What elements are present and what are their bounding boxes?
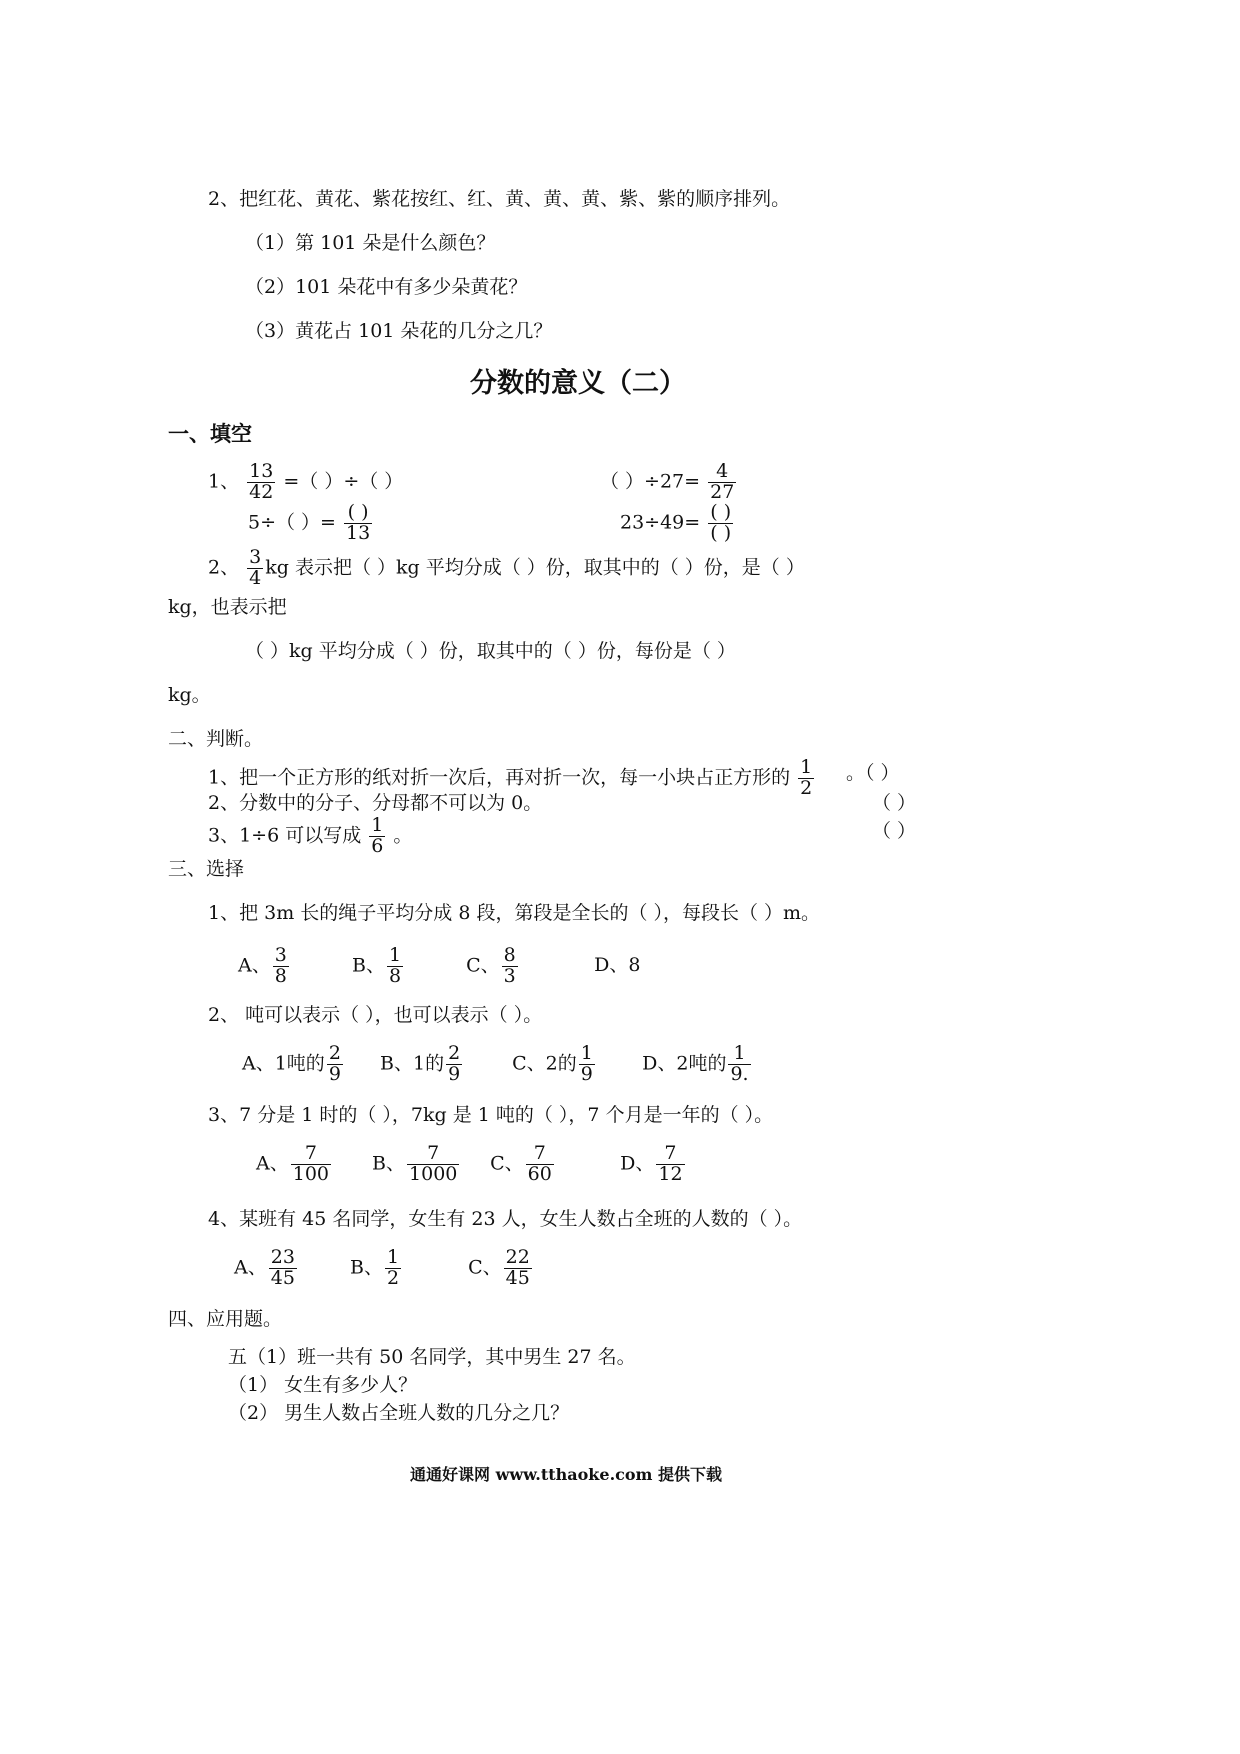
- choice-q2-option-c: C、2的 $\frac{1}{9}$: [512, 1042, 593, 1085]
- fill-q1-row2-left: [248, 503, 374, 544]
- prev-sub-question-2: （2）101 朵花中有多少朵黄花？: [245, 276, 528, 298]
- fraction-1-6: $\frac{1}{6}$: [371, 814, 384, 857]
- fraction-blank-blank: $\frac{( )}{( )}$: [710, 501, 732, 544]
- choice-q4-text: 4、某班有 45 名同学，女生有 23 人，女生人数占全班的人数的（ ）。: [208, 1208, 803, 1230]
- fraction-3-4: $\frac{3}{4}$: [249, 546, 262, 589]
- section-2-heading: 二、判断。: [168, 728, 264, 750]
- choice-q2-option-b: B、1的 $\frac{2}{9}$: [380, 1042, 461, 1085]
- choice-q3-option-b: B、 $\frac{7}{1000}$: [372, 1142, 458, 1185]
- fill-q1-expr-a: =（ ）÷（ ）: [283, 470, 404, 493]
- section-3-heading: 三、选择: [168, 858, 245, 880]
- choice-q4-option-b: B、 $\frac{1}{2}$: [350, 1246, 400, 1289]
- choice-q3-option-a: A、 $\frac{7}{100}$: [256, 1142, 329, 1185]
- prev-sub-question-3: （3）黄花占 101 朵花的几分之几？: [245, 320, 553, 342]
- choice-q3-option-c: C、 $\frac{7}{60}$: [490, 1142, 552, 1185]
- choice-q2-option-a: A、1吨的 $\frac{2}{9}$: [242, 1042, 341, 1085]
- judge-q3: [208, 816, 412, 857]
- choice-q3-option-d: D、 $\frac{7}{12}$: [620, 1142, 683, 1185]
- fill-q1-expr-d: 23÷49=: [620, 511, 701, 534]
- choice-q4-options: [234, 1248, 534, 1289]
- fill-q1-row2-right: [620, 503, 735, 544]
- fill-q2-end: kg。: [168, 684, 211, 706]
- judge-q3-bracket: （ ）: [872, 820, 917, 842]
- section-1-heading: 一、填空: [168, 422, 252, 446]
- fraction-blank-13: $\frac{( )}{13}$: [346, 501, 371, 544]
- choice-q2-option-d: D、2吨的 $\frac{1}{9.}$: [642, 1042, 749, 1085]
- choice-q2-text: 2、 吨可以表示（ ），也可以表示（ ）。: [208, 1004, 543, 1026]
- choice-q1-text: 1、把 3m 长的绳子平均分成 8 段，第段是全长的（ ），每段长（ ）m。: [208, 902, 821, 924]
- fill-q2-text: kg 表示把（ ）kg 平均分成（ ）份，取其中的（ ）份，是（ ）: [265, 556, 805, 579]
- choice-q4-option-a: A、 $\frac{23}{45}$: [234, 1246, 295, 1289]
- app-intro: 五（1）班一共有 50 名同学，其中男生 27 名。: [228, 1346, 636, 1368]
- prev-question-2: 2、把红花、黄花、紫花按红、红、黄、黄、黄、紫、紫的顺序排列。: [208, 188, 791, 210]
- fraction-13-42: $\frac{13}{42}$: [249, 460, 274, 503]
- choice-q4-option-c: C、 $\frac{22}{45}$: [468, 1246, 530, 1289]
- choice-q1-option-b: B、 $\frac{1}{8}$: [352, 944, 402, 987]
- judge-q1-text: 1、把一个正方形的纸对折一次后，再对折一次，每一小块占正方形的: [208, 766, 791, 789]
- judge-q1-bracket: 。（ ）: [846, 762, 900, 784]
- choice-q2-options: [242, 1044, 753, 1085]
- fill-q1-row1-left: [208, 462, 403, 503]
- choice-q1-options: [238, 946, 640, 987]
- page-title: 分数的意义（二）: [470, 368, 686, 399]
- app-q2: （2） 男生人数占全班人数的几分之几？: [228, 1402, 570, 1424]
- section-4-heading: 四、应用题。: [168, 1308, 283, 1330]
- judge-q3-text: 3、1÷6 可以写成: [208, 824, 362, 847]
- choice-q1-option-c: C、 $\frac{8}{3}$: [466, 944, 516, 987]
- choice-q1-option-a: A、 $\frac{3}{8}$: [238, 944, 287, 987]
- fill-q1-expr-c: 5÷（ ）=: [248, 511, 336, 534]
- judge-q2-text: 2、分数中的分子、分母都不可以为 0。: [208, 792, 543, 814]
- fill-q2-line1: [208, 548, 805, 589]
- fill-q1-expr-b: （ ）÷27=: [600, 470, 701, 493]
- prev-sub-question-1: （1）第 101 朵是什么颜色？: [245, 232, 496, 254]
- judge-q3-period: 。: [393, 824, 413, 847]
- fill-q1-row1-right: [600, 462, 738, 503]
- choice-q3-options: [256, 1144, 687, 1185]
- choice-q1-option-d: D、8: [594, 954, 641, 977]
- fill-q2-label: 2、: [208, 556, 240, 579]
- judge-q2-bracket: （ ）: [872, 792, 917, 814]
- fill-q2-line2: （ ）kg 平均分成（ ）份，取其中的（ ）份，每份是（ ）: [245, 640, 736, 662]
- app-q1: （1） 女生有多少人？: [228, 1374, 418, 1396]
- footer-credit: 通通好课网 www.tthaoke.com 提供下载: [410, 1465, 723, 1484]
- choice-q3-text: 3、7 分是 1 时的（ ），7kg 是 1 吨的（ ），7 个月是一年的（ ）。: [208, 1104, 774, 1126]
- fraction-1-2: $\frac{1}{2}$: [800, 756, 813, 799]
- fill-q2-continuation: kg，也表示把: [168, 596, 287, 618]
- fraction-4-27: $\frac{4}{27}$: [710, 460, 735, 503]
- fill-q1-label: 1、: [208, 470, 240, 493]
